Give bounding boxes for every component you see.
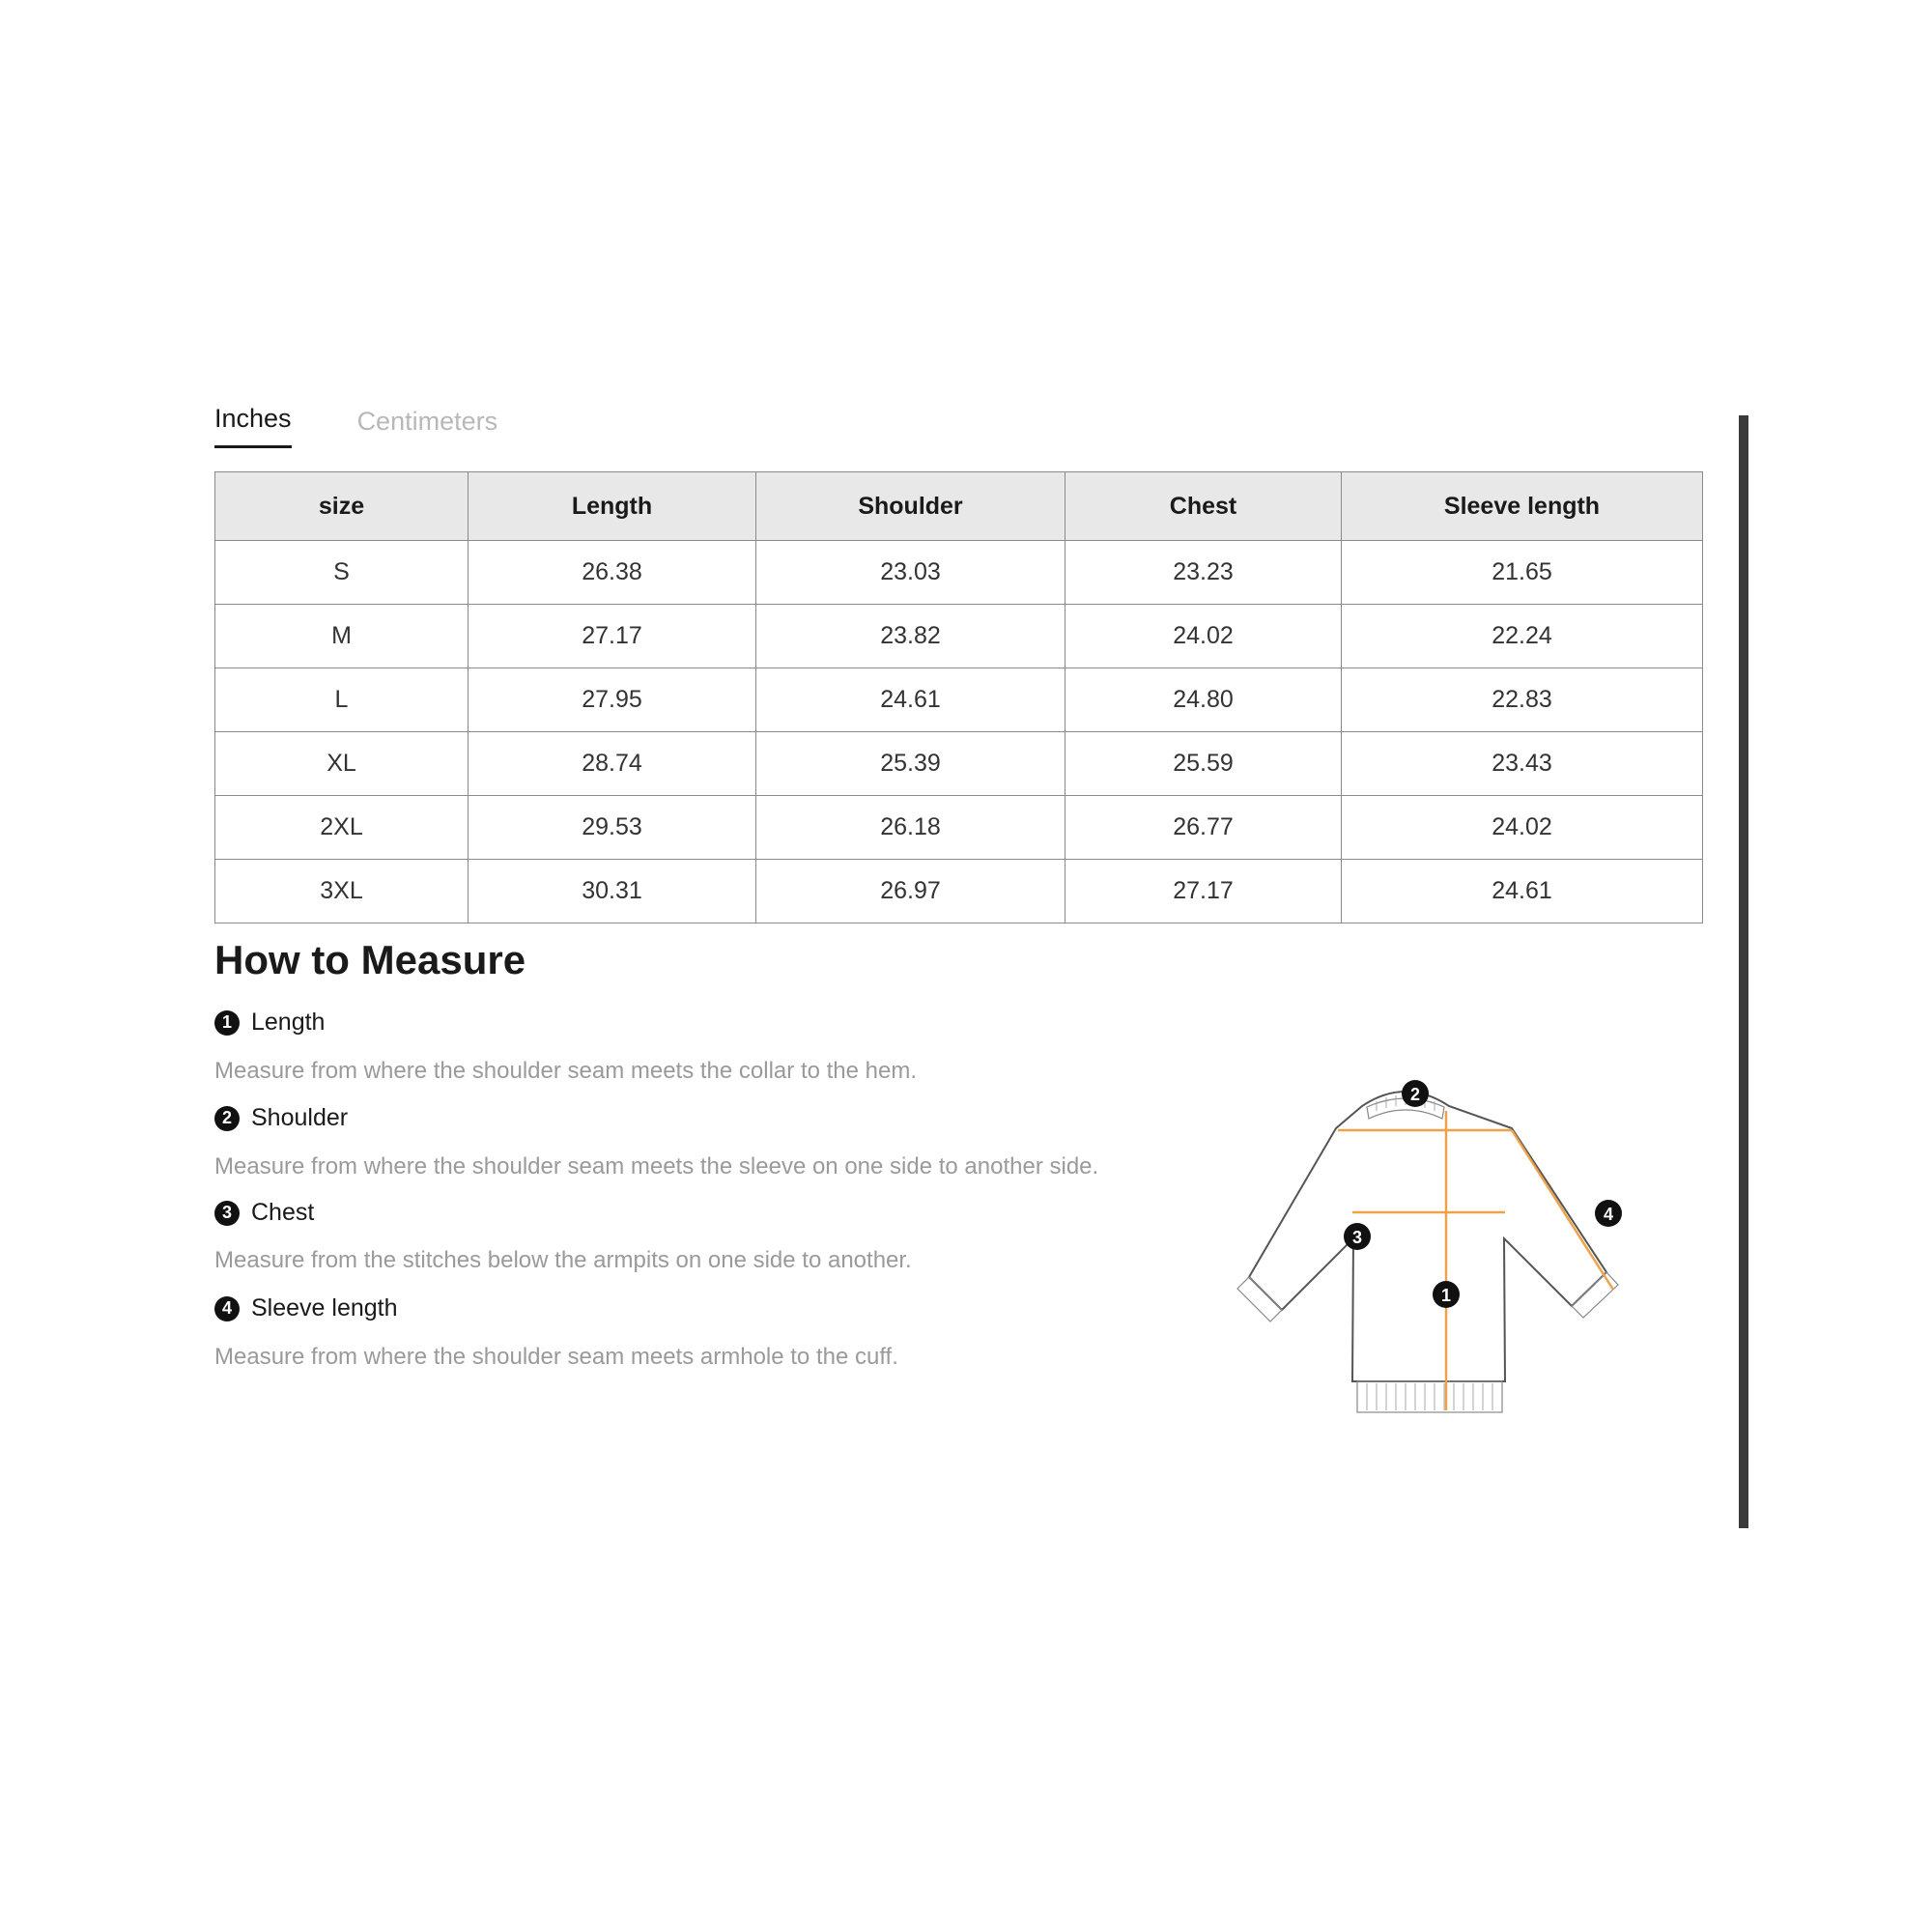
tab-inches[interactable]: Inches [214, 403, 292, 448]
cell-chest: 26.77 [1065, 796, 1342, 860]
marker-4-icon [1595, 1200, 1622, 1227]
step-sleeve-heading [214, 1294, 398, 1322]
cell-shoulder: 24.61 [756, 668, 1065, 732]
cell-sleeve-length: 22.83 [1342, 668, 1703, 732]
table-header-row [215, 472, 1703, 541]
table-row [215, 605, 1703, 668]
cell-size: S [215, 541, 469, 605]
svg-text:2: 2 [1409, 1085, 1421, 1104]
cell-size: 3XL [215, 860, 469, 923]
marker-1-icon [1433, 1281, 1460, 1308]
step-length-desc: Measure from where the shoulder seam meets the collar to the hem. [214, 1058, 918, 1084]
cell-length: 29.53 [469, 796, 756, 860]
unit-tabs [214, 390, 497, 448]
sweater-outline [1249, 1092, 1606, 1381]
cell-length: 27.95 [469, 668, 756, 732]
step-shoulder-heading [214, 1104, 348, 1132]
cell-shoulder: 26.18 [756, 796, 1065, 860]
panel-scrollbar[interactable] [1739, 415, 1748, 1528]
size-chart-table [214, 471, 1703, 923]
number-4-icon: 4 [214, 1296, 240, 1321]
cell-chest: 24.80 [1065, 668, 1342, 732]
number-3-icon: 3 [214, 1201, 240, 1226]
cell-size: 2XL [215, 796, 469, 860]
step-label: Chest [251, 1199, 315, 1226]
step-shoulder-desc: Measure from where the shoulder seam meets the sleeve on one side to another side. [214, 1153, 1099, 1179]
cell-length: 26.38 [469, 541, 756, 605]
step-sleeve-desc: Measure from where the shoulder seam meets armhole to the cuff. [214, 1344, 898, 1370]
header-chest: Chest [1065, 472, 1342, 541]
step-chest-heading [214, 1199, 314, 1227]
cell-shoulder: 26.97 [756, 860, 1065, 923]
header-length: Length [469, 472, 756, 541]
sweater-measure-diagram [1212, 1072, 1705, 1430]
cell-length: 27.17 [469, 605, 756, 668]
cell-size: M [215, 605, 469, 668]
table-row [215, 860, 1703, 923]
step-length-heading [214, 1009, 325, 1037]
svg-text:1: 1 [1440, 1286, 1452, 1305]
cell-sleeve-length: 23.43 [1342, 732, 1703, 796]
marker-2-icon [1402, 1080, 1429, 1107]
cell-chest: 25.59 [1065, 732, 1342, 796]
step-label: Sleeve length [251, 1294, 398, 1321]
cell-shoulder: 25.39 [756, 732, 1065, 796]
cell-size: XL [215, 732, 469, 796]
header-sleeve-length: Sleeve length [1342, 472, 1703, 541]
how-to-measure-title: How to Measure [214, 937, 526, 982]
cell-chest: 27.17 [1065, 860, 1342, 923]
cell-sleeve-length: 21.65 [1342, 541, 1703, 605]
step-label: Shoulder [251, 1104, 349, 1131]
step-chest-desc: Measure from the stitches below the armpits on one side to another. [214, 1247, 912, 1273]
step-label: Length [251, 1009, 326, 1036]
header-size: size [215, 472, 469, 541]
svg-text:3: 3 [1351, 1228, 1363, 1247]
table-row [215, 541, 1703, 605]
cell-shoulder: 23.82 [756, 605, 1065, 668]
tab-centimeters[interactable]: Centimeters [356, 407, 498, 436]
header-shoulder: Shoulder [756, 472, 1065, 541]
svg-text:4: 4 [1603, 1205, 1614, 1224]
cell-sleeve-length: 24.61 [1342, 860, 1703, 923]
marker-3-icon [1344, 1223, 1371, 1250]
cell-shoulder: 23.03 [756, 541, 1065, 605]
cell-sleeve-length: 24.02 [1342, 796, 1703, 860]
cell-chest: 23.23 [1065, 541, 1342, 605]
cell-sleeve-length: 22.24 [1342, 605, 1703, 668]
cell-chest: 24.02 [1065, 605, 1342, 668]
number-2-icon: 2 [214, 1106, 240, 1131]
table-row [215, 668, 1703, 732]
table-row [215, 796, 1703, 860]
cell-length: 28.74 [469, 732, 756, 796]
cell-size: L [215, 668, 469, 732]
table-row [215, 732, 1703, 796]
cell-length: 30.31 [469, 860, 756, 923]
number-1-icon: 1 [214, 1010, 240, 1036]
